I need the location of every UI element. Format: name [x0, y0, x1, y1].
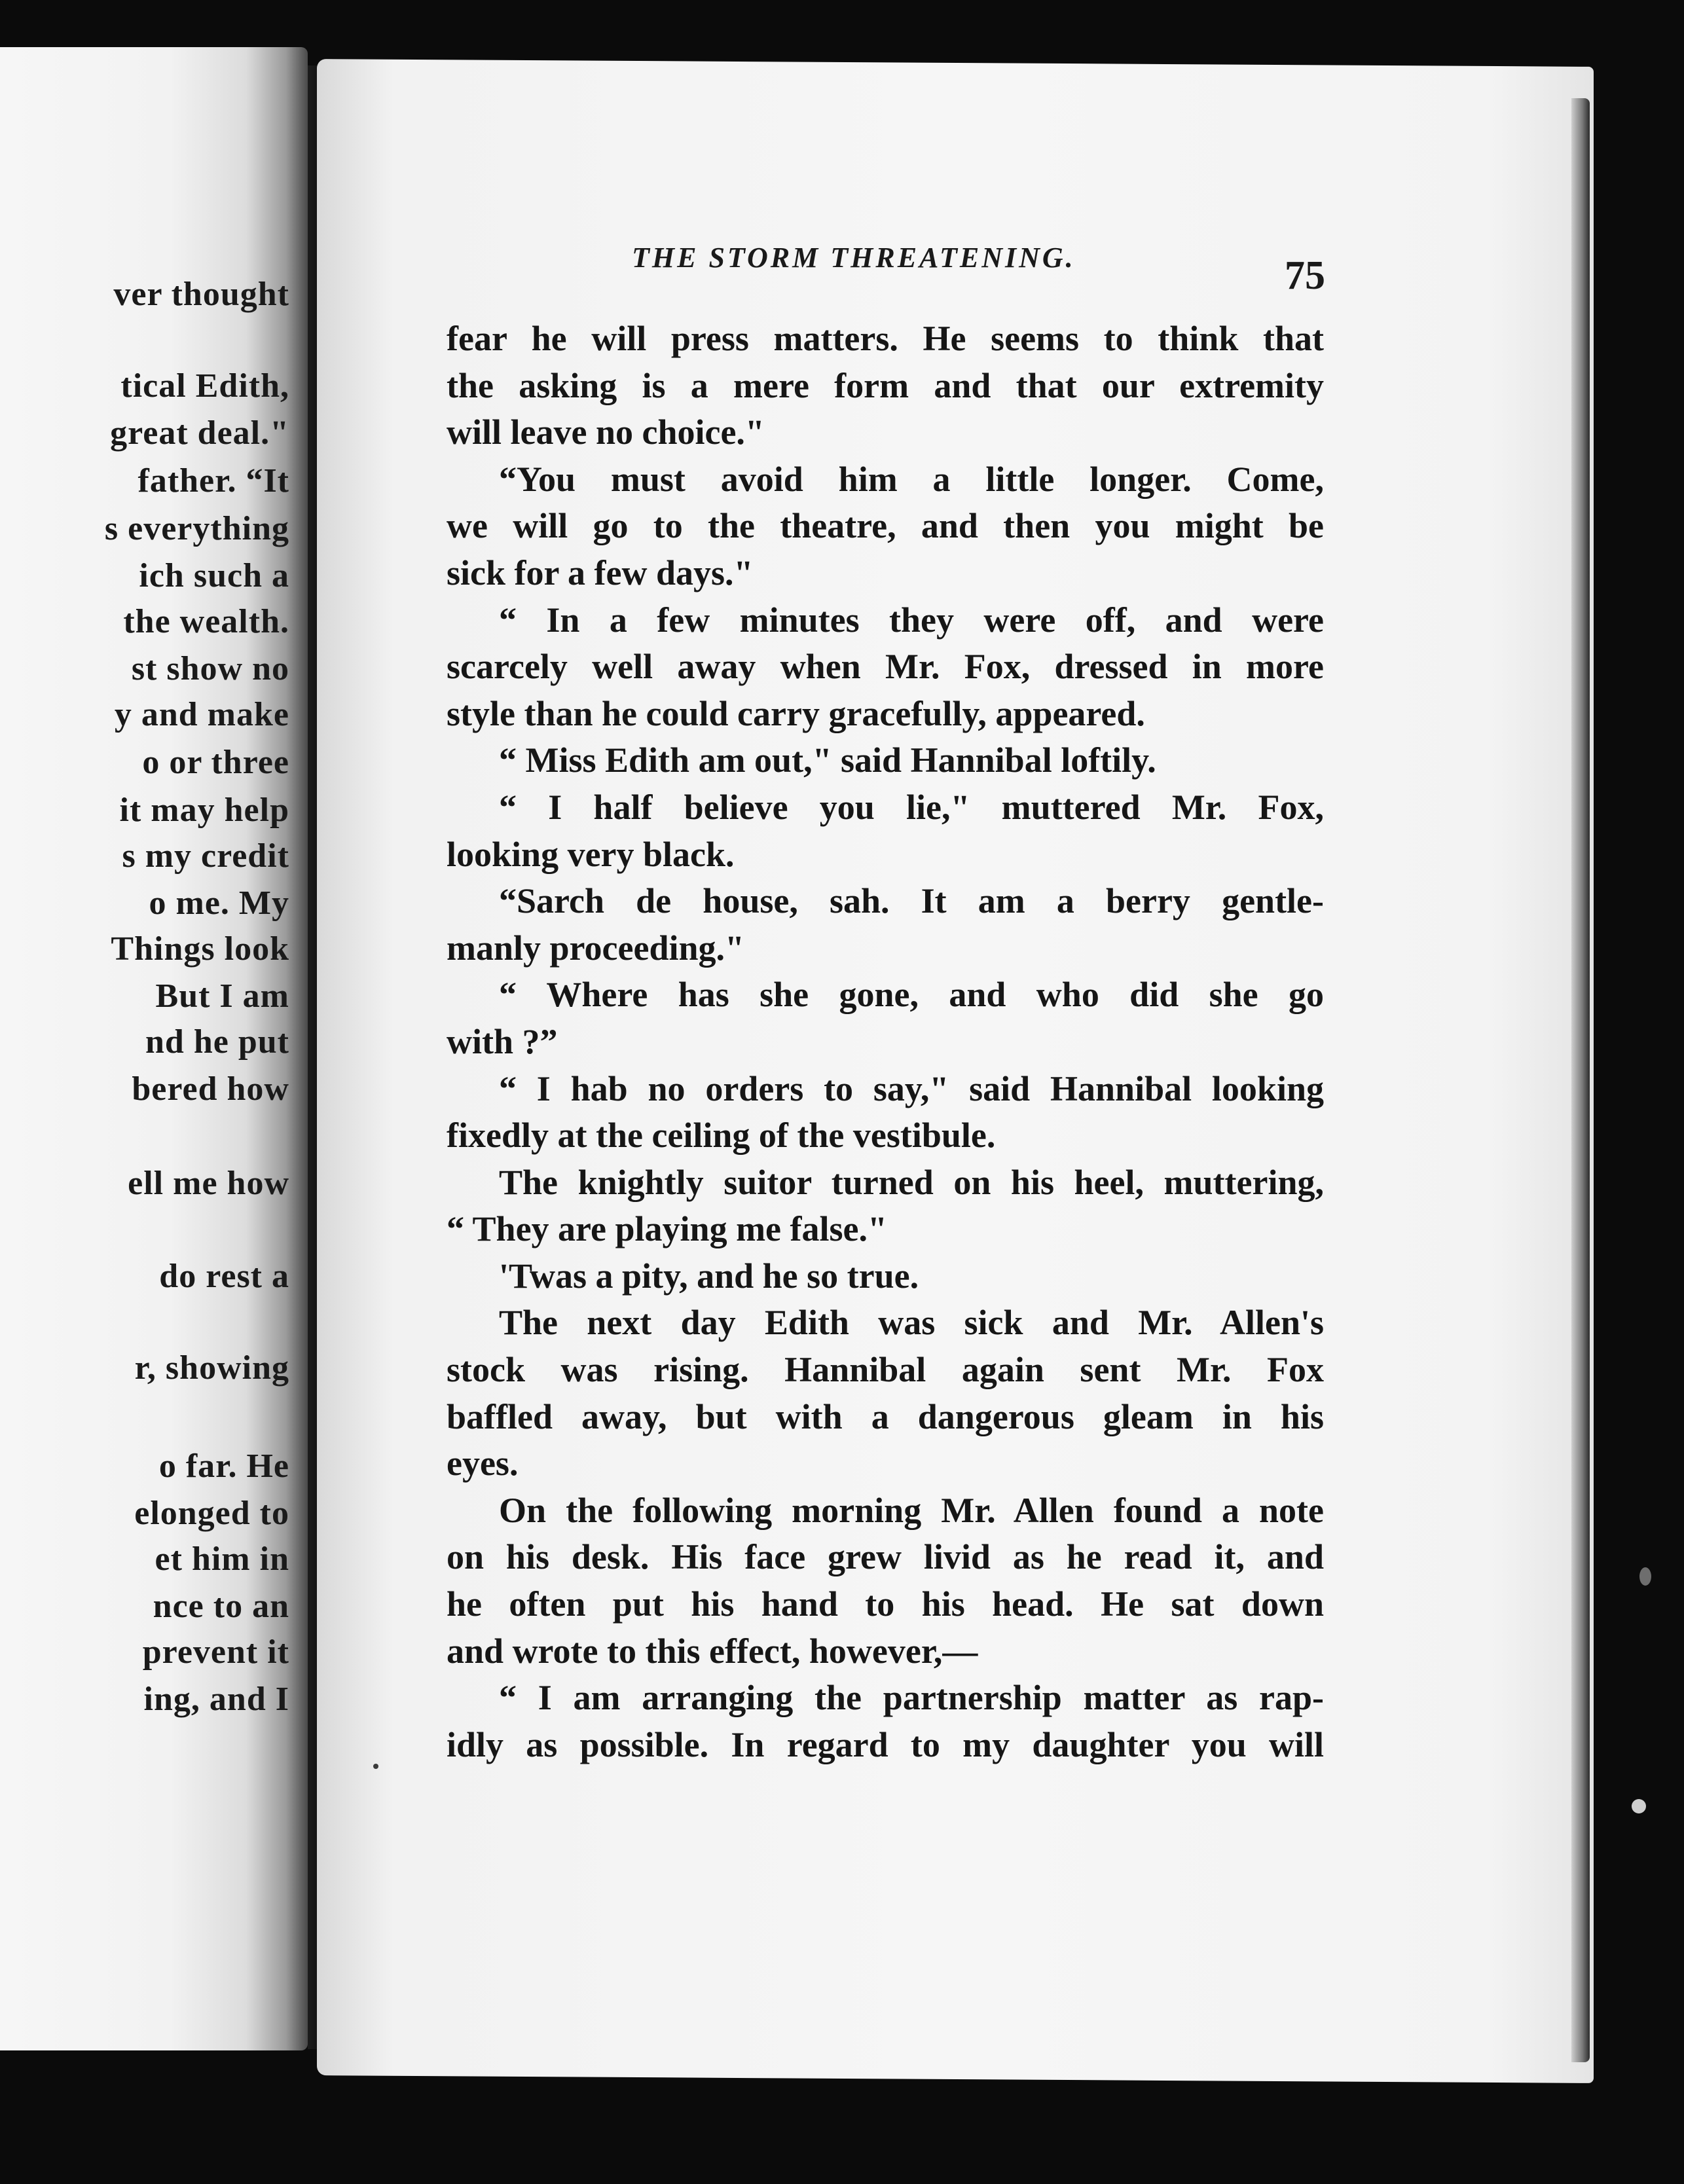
page-number: 75: [1285, 253, 1325, 298]
left-page-line: But I am: [155, 977, 289, 1015]
text-line: “ I hab no orders to say," said Hannibal looking: [499, 1068, 1324, 1108]
text-line: “ I half believe you lie," muttered Mr. Fox,: [499, 787, 1324, 827]
text-line: The knightly suitor turned on his heel, muttering,: [499, 1162, 1324, 1202]
text-line: idly as possible. In regard to my daughter you will: [447, 1724, 1324, 1764]
text-line: on his desk. His face grew livid as he read it, and: [447, 1537, 1324, 1577]
left-page-line: s my credit: [122, 837, 289, 875]
left-page-line: o or three: [142, 744, 289, 781]
text-line: sick for a few days.": [447, 553, 754, 592]
left-page-line: elonged to: [134, 1495, 289, 1532]
text-line: “You must avoid him a little longer. Come,: [499, 459, 1324, 499]
left-page-line: bered how: [132, 1070, 289, 1108]
text-line: fear he will press matters. He seems to think that: [447, 319, 1324, 358]
left-page-line: o me. My: [149, 884, 289, 922]
left-page-line: st show no: [131, 650, 289, 687]
left-page-line: y and make: [114, 696, 289, 733]
text-line: 'Twas a pity, and he so true.: [499, 1256, 919, 1296]
dust-speck: [1632, 1799, 1646, 1813]
text-line: “ Where has she gone, and who did she go: [499, 975, 1324, 1015]
left-page-line: nce to an: [153, 1588, 289, 1625]
text-line: “ In a few minutes they were off, and were: [499, 600, 1324, 640]
text-line: the asking is a mere form and that our extremity: [447, 365, 1324, 405]
left-page-line: father. “It: [137, 462, 289, 500]
text-line: “ Miss Edith am out," said Hannibal loftily.: [499, 740, 1156, 780]
dust-speck: [1639, 1567, 1651, 1586]
text-line: “Sarch de house, sah. It am a berry gentle-: [499, 881, 1324, 921]
text-line: “ I am arranging the partnership matter as rap-: [499, 1678, 1324, 1718]
left-page-line: o far. He: [158, 1447, 289, 1485]
body-text: [447, 316, 1324, 1768]
left-page-line: the wealth.: [123, 603, 289, 640]
left-page-line: nd he put: [145, 1023, 289, 1061]
text-line: eyes.: [447, 1444, 519, 1483]
text-line: baffled away, but with a dangerous gleam in his: [447, 1396, 1324, 1436]
text-line: fixedly at the ceiling of the vestibule.: [447, 1116, 996, 1156]
left-page-line: tical Edith,: [120, 367, 289, 405]
running-head: THE STORM THREATENING.: [632, 242, 1076, 274]
left-page-line: ell me how: [128, 1165, 289, 1202]
text-line: will leave no choice.": [447, 412, 765, 452]
left-page-line: et him in: [155, 1540, 289, 1578]
left-page-line: prevent it: [142, 1633, 289, 1671]
text-line: manly proceeding.": [447, 928, 744, 968]
left-page-line: do rest a: [159, 1258, 289, 1295]
left-page-line: r, showing: [134, 1349, 289, 1387]
text-line: style than he could carry gracefully, appeared.: [447, 693, 1145, 733]
text-line: scarcely well away when Mr. Fox, dressed in more: [447, 647, 1324, 687]
dust-speck: [373, 1764, 378, 1769]
left-facing-page: [0, 47, 308, 2050]
left-page-line: it may help: [119, 792, 289, 829]
left-page-line: Things look: [111, 930, 289, 968]
text-line: he often put his hand to his head. He sat down: [447, 1584, 1324, 1624]
left-page-line: great deal.": [110, 414, 289, 452]
text-line: we will go to the theatre, and then you might be: [447, 506, 1324, 546]
left-page-line: ver thought: [113, 276, 289, 313]
left-page-line: s everything: [104, 510, 289, 547]
left-page-line: ich such a: [139, 557, 289, 594]
text-line: looking very black.: [447, 834, 735, 874]
text-line: “ They are playing me false.": [447, 1209, 887, 1249]
text-line: stock was rising. Hannibal again sent Mr. Fox: [447, 1350, 1324, 1390]
left-page-line: ing, and I: [143, 1681, 289, 1718]
page-edge-shadow: [1571, 98, 1590, 2062]
text-line: The next day Edith was sick and Mr. Allen's: [499, 1303, 1324, 1343]
text-line: with ?”: [447, 1021, 558, 1061]
text-line: and wrote to this effect, however,—: [447, 1631, 978, 1671]
text-line: On the following morning Mr. Allen found a note: [499, 1490, 1324, 1530]
